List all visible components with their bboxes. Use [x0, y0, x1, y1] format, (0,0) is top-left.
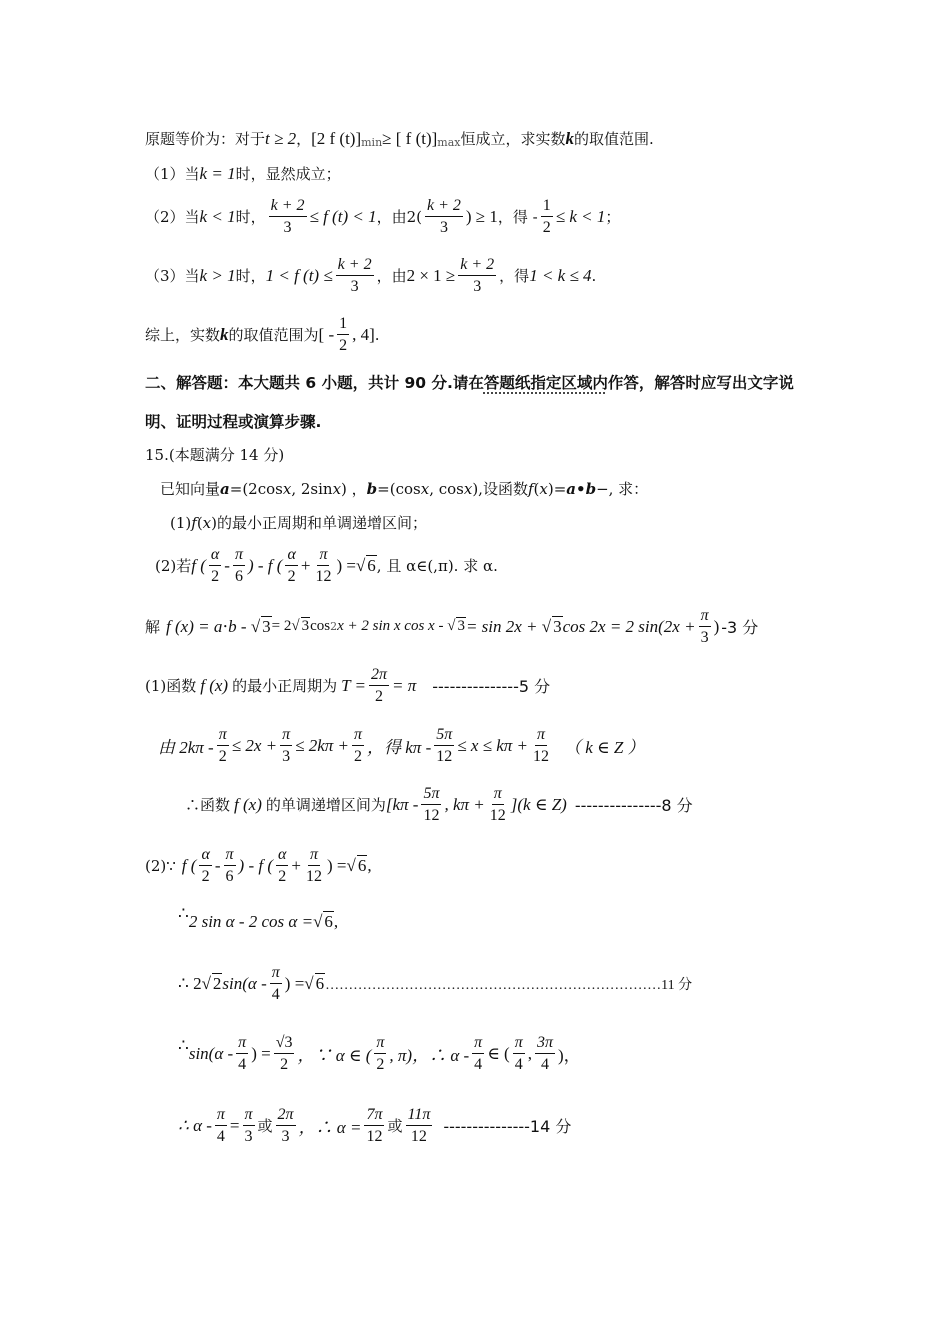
intro-min: min	[361, 136, 383, 149]
case-2-line	[145, 196, 620, 237]
score-5: ---------------5 分	[432, 677, 551, 697]
period-frac: $\frac{2\pi}{2}$	[370, 666, 387, 706]
period-eq: = π	[392, 675, 417, 695]
case-2-t2: ，由2(	[376, 208, 422, 227]
s3-h: )，	[557, 1046, 581, 1066]
given-e: =(cos	[377, 479, 421, 498]
given-g: ),设函数	[472, 480, 528, 498]
given-ab: a•b	[566, 479, 597, 498]
section-heading-2	[145, 410, 321, 432]
given-c: , 2sin	[291, 479, 333, 498]
part2-label: (2)若	[155, 557, 192, 576]
score-3: -3 分	[721, 618, 759, 638]
case-3-t2: ，由	[376, 267, 407, 286]
case-3-mid: 2 × 1 ≥	[406, 265, 456, 285]
p2-frac-4: $\frac{\pi}{12}$	[306, 846, 322, 886]
sol-l5: = sin 2x +	[465, 616, 538, 636]
case-2-rest3: ≤ k < 1	[555, 206, 606, 226]
part2-frac-3: $\frac{\alpha}{2}$	[287, 546, 296, 586]
s3-e: , π)，∴ α -	[389, 1046, 470, 1066]
sol-l2: = 2	[271, 618, 292, 635]
case-2-rest1: ≤ f (t) < 1	[309, 206, 377, 226]
case-2-frac: $\frac{k + 2}{3}$	[270, 197, 305, 237]
part1-f: f	[191, 513, 197, 532]
s1-a: ∴	[178, 904, 189, 923]
intro-text-3: 恒成立，求实数	[460, 130, 566, 148]
s2-sqrt: √ 2	[201, 973, 222, 993]
intro-t-cond: t ≥ 2	[265, 128, 297, 148]
p2-a: (2)∵	[145, 856, 176, 875]
given-f: , cos	[429, 479, 464, 498]
given-d: ) ，	[341, 480, 367, 498]
part2-sqrt: √ 6	[355, 555, 376, 575]
sol-l6: cos 2x = 2 sin(2x +	[562, 616, 696, 636]
inc-f: f (x)	[234, 794, 262, 814]
s2-frac: $\frac{\pi}{4}$	[271, 964, 280, 1004]
case-1-tail: 时，显然成立；	[235, 165, 341, 183]
p2-c1: ) - f (	[238, 855, 273, 875]
part2-because-line	[145, 845, 372, 886]
mono-frac-5: $\frac{\pi}{12}$	[533, 726, 550, 766]
mono-frac-1: $\frac{\pi}{2}$	[218, 726, 227, 766]
intro-line	[145, 128, 654, 149]
intro-text-1: 原题等价为：对于	[145, 130, 266, 148]
s2-a: ∴ 2	[178, 973, 202, 993]
s4-frac-1: $\frac{\pi}{4}$	[216, 1106, 225, 1146]
case-2-t3: ，得 -	[497, 208, 538, 227]
step-4-line	[178, 1105, 571, 1146]
period-f: f (x)	[200, 675, 229, 695]
given-j: −, 求：	[596, 480, 649, 498]
mono-f: （ k ∈ Z ）	[564, 738, 645, 758]
step-3-line	[178, 1033, 581, 1074]
inc-b: 的单调递增区间为	[265, 796, 386, 815]
part1-label: (1)	[170, 513, 192, 532]
q15-title	[145, 444, 284, 465]
given-x2: x	[332, 479, 342, 498]
mono-b: ≤ 2x +	[231, 735, 278, 755]
p2-frac-1: $\frac{\alpha}{2}$	[201, 846, 210, 886]
given-h: (	[533, 479, 540, 498]
sol-sq: 2	[330, 620, 338, 634]
intro-ineq: [2 f (t)]	[311, 128, 362, 148]
sol-jie: 解	[145, 618, 161, 637]
period-T: T =	[341, 675, 366, 695]
s2-sqrt-2: √ 6	[304, 973, 325, 993]
sol-l7: )	[713, 616, 720, 636]
intro-k: k	[565, 128, 574, 148]
p2-f1: f (	[181, 855, 197, 875]
s3-frac-5: $\frac{\pi}{4}$	[514, 1034, 523, 1074]
vector-b: b	[366, 479, 378, 498]
s4-frac-3: $\frac{2\pi}{3}$	[277, 1106, 294, 1146]
p2-frac-3: $\frac{\alpha}{2}$	[278, 846, 287, 886]
given-x1: x	[282, 479, 292, 498]
summary-frac: $\frac{1}{2}$	[339, 315, 348, 355]
q15-given	[160, 478, 648, 499]
part2-c1: ) - f (	[247, 555, 283, 575]
summary-line	[145, 314, 380, 355]
part2-tail: , 且 α∈(,π). 求 α.	[376, 557, 498, 576]
p2-plus: +	[291, 855, 301, 875]
intro-text-4: 的取值范围.	[574, 130, 654, 148]
sol-sqrt-4: √ 3	[537, 616, 562, 636]
score-8: ---------------8 分	[574, 796, 693, 816]
case-3-pre: 1 < f (t) ≤	[265, 265, 333, 285]
case-3-res: 1 < k ≤ 4	[529, 265, 592, 285]
inc-a: ∴函数	[185, 796, 231, 815]
section-text-a: 二、解答题：本大题共 6 小题，共计 90 分.请在	[145, 374, 484, 392]
s3-c: ) =	[251, 1043, 271, 1063]
case-3-frac: $\frac{k + 2}{3}$	[337, 256, 372, 296]
p2-minus: -	[214, 855, 221, 875]
score-11: ………………………………………………………………11 分	[325, 977, 693, 993]
s2-c: ) =	[284, 973, 305, 993]
section-text-2: 明、证明过程或演算步骤.	[145, 413, 322, 431]
q15-part1	[170, 512, 427, 533]
p2-eq: ) =	[327, 855, 347, 875]
s3-g: ,	[527, 1043, 532, 1063]
case-3-t4: .	[591, 266, 597, 285]
case-2-label: （2）当	[145, 208, 200, 227]
case-3-line	[145, 255, 596, 296]
q15-title-text: 15.(本题满分 14 分)	[145, 446, 285, 464]
mono-frac-3: $\frac{\pi}{2}$	[354, 726, 363, 766]
part1-c: )的最小正周期和单调递增区间；	[211, 514, 427, 532]
given-b: =(2cos	[229, 479, 283, 498]
case-3-label: （3）当	[145, 267, 200, 286]
period-b: 的最小正周期为	[232, 677, 338, 696]
s3-frac-3: $\frac{\pi}{2}$	[376, 1034, 385, 1074]
inc-e: ](k ∈ Z)	[510, 794, 567, 814]
given-x4: x	[463, 479, 473, 498]
mono-c: ≤ 2kπ +	[295, 735, 349, 755]
part2-minus: -	[224, 555, 230, 575]
s3-b: sin(α -	[188, 1043, 234, 1063]
mono-frac-4: $\frac{5\pi}{12}$	[436, 726, 453, 766]
step-2-line	[178, 963, 692, 1004]
inc-d: , kπ +	[444, 794, 485, 814]
s4-frac-2: $\frac{\pi}{3}$	[244, 1106, 253, 1146]
inc-line	[185, 784, 693, 825]
s4-or-2: 或	[387, 1117, 403, 1136]
intro-text-2: ，	[296, 130, 312, 148]
given-x5: x	[539, 479, 548, 498]
summary-text: 综上，实数	[145, 326, 221, 345]
sol-l3: cos	[310, 618, 331, 635]
s4-b: =	[229, 1115, 240, 1135]
section-heading-1	[145, 371, 794, 393]
sol-sqrt-2: √ 3	[291, 618, 310, 635]
case-2-cond: k < 1	[199, 206, 236, 226]
mono-frac-2: $\frac{\pi}{3}$	[282, 726, 291, 766]
vector-a: a	[220, 479, 230, 498]
summary-text-2: 的取值范围为	[228, 326, 319, 345]
p2-frac-2: $\frac{\pi}{6}$	[225, 846, 234, 886]
case-3-frac-2: $\frac{k + 2}{3}$	[460, 256, 495, 296]
s3-d: ，∵ α ∈ (	[297, 1046, 372, 1066]
case-3-cond: k > 1	[199, 265, 236, 285]
s4-a: ∴ α -	[178, 1115, 212, 1135]
q15-part2	[155, 545, 498, 586]
case-3-t3: ，得	[499, 267, 530, 286]
inc-c: [kπ -	[385, 794, 419, 814]
inc-frac-2: $\frac{\pi}{12}$	[489, 785, 506, 825]
sol-sqrt-1: √ 3	[246, 616, 271, 636]
s4-frac-4: $\frac{7\pi}{12}$	[366, 1106, 383, 1146]
summary-open: [ -	[318, 324, 335, 344]
case-1-label: （1）当	[145, 165, 200, 183]
period-line	[145, 665, 550, 706]
case-2-t4: ；	[605, 208, 621, 227]
part2-frac-4: $\frac{\pi}{12}$	[315, 546, 332, 586]
sol-l1: f (x) = a⋅b -	[166, 616, 247, 636]
case-2-frac-3: $\frac{1}{2}$	[542, 197, 551, 237]
part1-x: x	[202, 513, 212, 532]
s1-c: ,	[333, 912, 339, 931]
part2-frac-2: $\frac{\pi}{6}$	[234, 546, 243, 586]
s1-b: 2 sin α - 2 cos α =	[188, 912, 314, 931]
summary-close: , 4]	[352, 324, 375, 344]
case-2-rest2: ) ≥ 1	[465, 206, 498, 226]
given-fx: f	[527, 479, 534, 498]
section-text-b: 答题纸指定区域内	[483, 374, 608, 392]
s3-frac-1: $\frac{\pi}{4}$	[238, 1034, 247, 1074]
s4-or-1: 或	[257, 1117, 273, 1136]
sol-frac-pi3: $\frac{\pi}{3}$	[700, 607, 709, 647]
score-14: ---------------14 分	[443, 1117, 572, 1137]
part2-plus: +	[300, 555, 311, 575]
intro-max: max	[437, 136, 461, 149]
s3-frac-6: $\frac{3\pi}{4}$	[536, 1034, 553, 1074]
mono-line	[158, 725, 645, 766]
mono-d: ，得 kπ -	[367, 738, 432, 758]
part2-frac-1: $\frac{\alpha}{2}$	[210, 546, 220, 586]
given-x3: x	[420, 479, 430, 498]
case-1-expr: k = 1	[199, 163, 236, 183]
mono-e: ≤ x ≤ kπ +	[457, 735, 529, 755]
s3-f: ∈ (	[487, 1043, 510, 1063]
part2-f1: f (	[191, 555, 206, 575]
part2-eq: ) =	[336, 555, 356, 575]
p2-tail: ,	[367, 855, 372, 875]
p2-sqrt: √ 6	[346, 855, 367, 875]
summary-k: k	[220, 324, 229, 344]
inc-frac-1: $\frac{5\pi}{12}$	[423, 785, 440, 825]
s3-frac-2: $\frac{√3}{2}$	[275, 1034, 293, 1074]
s4-frac-5: $\frac{11\pi}{12}$	[407, 1106, 431, 1146]
s1-sqrt: √ 6	[313, 912, 333, 931]
given-a: 已知向量	[160, 480, 221, 498]
s3-frac-4: $\frac{\pi}{4}$	[474, 1034, 483, 1074]
s3-a: ∴	[178, 1035, 189, 1055]
step-1-line	[178, 904, 339, 932]
sol-l4: x + 2 sin x cos x -	[337, 618, 444, 635]
section-text-c: 作答，解答时应写出文字说	[607, 374, 794, 392]
given-i: )=	[547, 479, 567, 498]
summary-end: .	[374, 325, 380, 344]
case-3-t1: 时，	[235, 267, 266, 286]
solution-line	[145, 606, 758, 647]
s2-b: sin(α -	[222, 973, 267, 993]
case-2-t1: 时，	[235, 208, 266, 227]
part1-b: (	[196, 513, 203, 532]
period-a: (1)函数	[145, 677, 197, 696]
intro-ge: ≥ [ f (t)]	[382, 128, 438, 148]
sol-sqrt-3: √ 3	[443, 618, 465, 635]
mono-a: 由 2kπ -	[158, 738, 214, 758]
case-1-line	[145, 163, 341, 184]
s4-c: ，∴ α =	[298, 1118, 362, 1138]
case-2-frac-2: $\frac{k + 2}{3}$	[426, 197, 461, 237]
